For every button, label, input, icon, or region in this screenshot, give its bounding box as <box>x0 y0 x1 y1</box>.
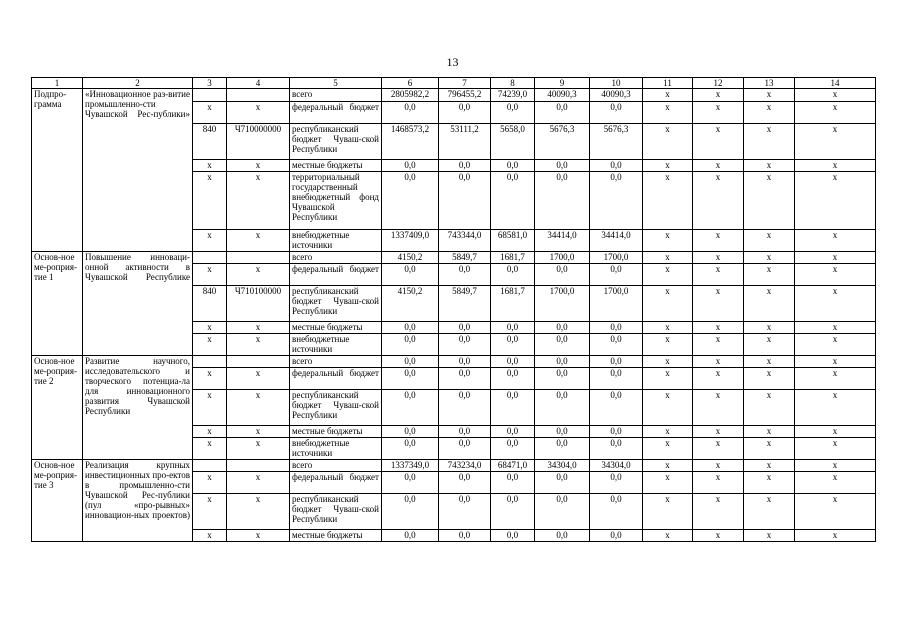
value-cell: 0,0 <box>590 472 643 494</box>
value-cell: 0,0 <box>535 102 590 124</box>
value-cell: x <box>744 530 795 542</box>
value-cell: 0,0 <box>491 160 535 172</box>
value-cell: 1337349,0 <box>382 460 439 472</box>
value-cell: 68581,0 <box>491 230 535 252</box>
value-cell: x <box>693 460 744 472</box>
value-cell: 34304,0 <box>590 460 643 472</box>
value-cell: 0,0 <box>439 356 491 368</box>
value-cell: 0,0 <box>590 322 643 334</box>
value-cell: x <box>693 286 744 322</box>
value-cell: 1700,0 <box>590 252 643 264</box>
value-cell: x <box>693 160 744 172</box>
funding-source-cell: внебюджетные источники <box>290 230 382 252</box>
item-title-cell: «Инновационное раз-витие промышленно-сти Чувашской Рес-публики» <box>83 89 193 252</box>
value-cell: 0,0 <box>590 102 643 124</box>
target-code-cell: x <box>227 172 290 230</box>
value-cell: x <box>744 426 795 438</box>
value-cell: x <box>744 438 795 460</box>
value-cell: 0,0 <box>491 494 535 530</box>
value-cell: x <box>643 124 693 160</box>
value-cell: 53111,2 <box>439 124 491 160</box>
value-cell: 0,0 <box>590 390 643 426</box>
value-cell: 743344,0 <box>439 230 491 252</box>
item-title-cell: Повышение инноваци-онной активности в Чувашской Республике <box>83 252 193 356</box>
item-type-cell: Подпро-грамма <box>32 89 83 252</box>
value-cell: x <box>643 334 693 356</box>
value-cell: x <box>643 530 693 542</box>
value-cell: 0,0 <box>491 426 535 438</box>
value-cell: 0,0 <box>590 494 643 530</box>
value-cell: 40090,3 <box>590 89 643 102</box>
table-row <box>32 252 876 264</box>
value-cell: 0,0 <box>439 472 491 494</box>
value-cell: x <box>744 322 795 334</box>
value-cell: 0,0 <box>382 426 439 438</box>
value-cell: 0,0 <box>590 530 643 542</box>
value-cell: x <box>643 438 693 460</box>
value-cell: 0,0 <box>491 264 535 286</box>
value-cell: x <box>744 124 795 160</box>
value-cell: x <box>643 426 693 438</box>
value-cell: x <box>744 460 795 472</box>
value-cell: 0,0 <box>439 494 491 530</box>
value-cell: 1700,0 <box>590 286 643 322</box>
target-code-cell: x <box>227 264 290 286</box>
value-cell: x <box>795 322 876 334</box>
table-row <box>32 89 876 102</box>
grbs-code-cell: x <box>193 494 227 530</box>
value-cell: 0,0 <box>491 334 535 356</box>
value-cell: 34304,0 <box>535 460 590 472</box>
target-code-cell: Ч710100000 <box>227 286 290 322</box>
value-cell: 0,0 <box>590 356 643 368</box>
value-cell: x <box>643 230 693 252</box>
value-cell: x <box>693 368 744 390</box>
funding-source-cell: федеральный бюджет <box>290 264 382 286</box>
column-header: 1 <box>32 78 83 89</box>
value-cell: 0,0 <box>535 426 590 438</box>
value-cell: x <box>643 102 693 124</box>
value-cell: 0,0 <box>535 322 590 334</box>
value-cell: 796455,2 <box>439 89 491 102</box>
funding-source-cell: местные бюджеты <box>290 160 382 172</box>
value-cell: 34414,0 <box>535 230 590 252</box>
column-header: 6 <box>382 78 439 89</box>
value-cell: 0,0 <box>535 334 590 356</box>
value-cell: 0,0 <box>382 438 439 460</box>
value-cell: 0,0 <box>491 472 535 494</box>
grbs-code-cell <box>193 252 227 264</box>
value-cell: x <box>744 252 795 264</box>
grbs-code-cell: x <box>193 472 227 494</box>
value-cell: x <box>744 230 795 252</box>
value-cell: x <box>693 334 744 356</box>
value-cell: x <box>744 368 795 390</box>
column-header: 9 <box>535 78 590 89</box>
value-cell: 0,0 <box>590 160 643 172</box>
value-cell: 0,0 <box>590 368 643 390</box>
value-cell: x <box>643 264 693 286</box>
value-cell: 5849,7 <box>439 252 491 264</box>
value-cell: 74239,0 <box>491 89 535 102</box>
value-cell: x <box>744 334 795 356</box>
value-cell: x <box>795 252 876 264</box>
grbs-code-cell: x <box>193 322 227 334</box>
target-code-cell: Ч710000000 <box>227 124 290 160</box>
value-cell: 0,0 <box>491 368 535 390</box>
value-cell: x <box>744 89 795 102</box>
value-cell: 0,0 <box>382 334 439 356</box>
value-cell: 0,0 <box>382 368 439 390</box>
value-cell: 5849,7 <box>439 286 491 322</box>
grbs-code-cell: x <box>193 160 227 172</box>
value-cell: 0,0 <box>439 438 491 460</box>
grbs-code-cell: x <box>193 230 227 252</box>
value-cell: x <box>643 322 693 334</box>
value-cell: 0,0 <box>382 356 439 368</box>
value-cell: 1468573,2 <box>382 124 439 160</box>
value-cell: 0,0 <box>439 264 491 286</box>
value-cell: x <box>795 494 876 530</box>
page-number: 13 <box>446 55 459 69</box>
value-cell: x <box>795 438 876 460</box>
column-header: 13 <box>744 78 795 89</box>
column-header: 14 <box>795 78 876 89</box>
value-cell: x <box>693 438 744 460</box>
value-cell: 5676,3 <box>590 124 643 160</box>
value-cell: x <box>795 160 876 172</box>
value-cell: 1681,7 <box>491 252 535 264</box>
target-code-cell: x <box>227 530 290 542</box>
value-cell: 0,0 <box>590 438 643 460</box>
column-header: 12 <box>693 78 744 89</box>
value-cell: x <box>693 426 744 438</box>
value-cell: x <box>795 172 876 230</box>
target-code-cell: x <box>227 334 290 356</box>
target-code-cell: x <box>227 102 290 124</box>
target-code-cell: x <box>227 368 290 390</box>
grbs-code-cell: x <box>193 426 227 438</box>
column-header: 4 <box>227 78 290 89</box>
value-cell: 1337409,0 <box>382 230 439 252</box>
funding-source-cell: республиканский бюджет Чуваш-ской Республики <box>290 494 382 530</box>
value-cell: 0,0 <box>491 172 535 230</box>
value-cell: x <box>693 530 744 542</box>
funding-source-cell: внебюджетные источники <box>290 334 382 356</box>
value-cell: 0,0 <box>535 530 590 542</box>
column-header: 5 <box>290 78 382 89</box>
grbs-code-cell: 840 <box>193 286 227 322</box>
value-cell: 0,0 <box>439 322 491 334</box>
funding-source-cell: федеральный бюджет <box>290 368 382 390</box>
value-cell: 0,0 <box>535 494 590 530</box>
value-cell: x <box>643 368 693 390</box>
value-cell: 0,0 <box>491 356 535 368</box>
funding-source-cell: федеральный бюджет <box>290 472 382 494</box>
item-title-cell: Развитие научного, исследовательского и творческого потенциа-ла для инновационного развития Чувашской Республики <box>83 356 193 460</box>
value-cell: 0,0 <box>491 530 535 542</box>
grbs-code-cell: 840 <box>193 124 227 160</box>
grbs-code-cell: x <box>193 172 227 230</box>
value-cell: x <box>643 89 693 102</box>
grbs-code-cell <box>193 356 227 368</box>
value-cell: 0,0 <box>382 322 439 334</box>
value-cell: 0,0 <box>382 160 439 172</box>
value-cell: 0,0 <box>439 426 491 438</box>
value-cell: x <box>795 102 876 124</box>
value-cell: x <box>643 172 693 230</box>
value-cell: x <box>643 460 693 472</box>
target-code-cell: x <box>227 230 290 252</box>
value-cell: 4150,2 <box>382 252 439 264</box>
value-cell: 5676,3 <box>535 124 590 160</box>
column-header: 11 <box>643 78 693 89</box>
value-cell: 5658,0 <box>491 124 535 160</box>
value-cell: x <box>693 322 744 334</box>
value-cell: x <box>643 390 693 426</box>
value-cell: x <box>643 286 693 322</box>
column-header: 3 <box>193 78 227 89</box>
value-cell: x <box>795 230 876 252</box>
grbs-code-cell: x <box>193 334 227 356</box>
column-header: 2 <box>83 78 193 89</box>
value-cell: x <box>693 172 744 230</box>
value-cell: 0,0 <box>535 356 590 368</box>
table-row <box>32 356 876 368</box>
table-row <box>32 460 876 472</box>
funding-source-cell: федеральный бюджет <box>290 102 382 124</box>
value-cell: 1700,0 <box>535 252 590 264</box>
value-cell: 0,0 <box>535 390 590 426</box>
value-cell: x <box>693 124 744 160</box>
value-cell: 2805982,2 <box>382 89 439 102</box>
value-cell: 0,0 <box>590 264 643 286</box>
value-cell: 0,0 <box>439 530 491 542</box>
value-cell: x <box>643 160 693 172</box>
value-cell: 0,0 <box>382 264 439 286</box>
grbs-code-cell <box>193 460 227 472</box>
grbs-code-cell <box>193 89 227 102</box>
target-code-cell <box>227 460 290 472</box>
item-type-cell: Основ-ное ме-роприя-тие 2 <box>32 356 83 460</box>
target-code-cell: x <box>227 426 290 438</box>
column-header: 7 <box>439 78 491 89</box>
value-cell: 0,0 <box>439 172 491 230</box>
grbs-code-cell: x <box>193 264 227 286</box>
value-cell: x <box>744 172 795 230</box>
value-cell: x <box>795 334 876 356</box>
value-cell: x <box>693 356 744 368</box>
value-cell: 68471,0 <box>491 460 535 472</box>
value-cell: 0,0 <box>535 438 590 460</box>
value-cell: x <box>693 102 744 124</box>
value-cell: x <box>795 460 876 472</box>
value-cell: 0,0 <box>382 472 439 494</box>
item-title-cell: Реализация крупных инвестиционных про-ектов в промышленно-сти Чувашской Рес-публики (пул «про-рывных» инновацион-ных проектов) <box>83 460 193 542</box>
value-cell: x <box>795 368 876 390</box>
header-row <box>32 78 876 89</box>
grbs-code-cell: x <box>193 438 227 460</box>
funding-source-cell: местные бюджеты <box>290 426 382 438</box>
budget-table <box>31 77 876 542</box>
value-cell: x <box>795 390 876 426</box>
value-cell: x <box>744 390 795 426</box>
funding-source-cell: республиканский бюджет Чуваш-ской Республики <box>290 286 382 322</box>
funding-source-cell: всего <box>290 252 382 264</box>
target-code-cell: x <box>227 438 290 460</box>
funding-source-cell: территориальный государственный внебюджетный фонд Чувашской Республики <box>290 172 382 230</box>
value-cell: 0,0 <box>535 264 590 286</box>
value-cell: 0,0 <box>382 530 439 542</box>
value-cell: x <box>795 356 876 368</box>
value-cell: 0,0 <box>535 472 590 494</box>
value-cell: x <box>744 472 795 494</box>
value-cell: 1681,7 <box>491 286 535 322</box>
value-cell: 0,0 <box>590 172 643 230</box>
value-cell: x <box>744 264 795 286</box>
value-cell: x <box>643 252 693 264</box>
funding-source-cell: всего <box>290 460 382 472</box>
value-cell: x <box>744 160 795 172</box>
value-cell: x <box>693 264 744 286</box>
target-code-cell <box>227 252 290 264</box>
value-cell: 0,0 <box>382 172 439 230</box>
item-type-cell: Основ-ное ме-роприя-тие 1 <box>32 252 83 356</box>
value-cell: x <box>795 286 876 322</box>
value-cell: 0,0 <box>382 494 439 530</box>
funding-source-cell: всего <box>290 356 382 368</box>
grbs-code-cell: x <box>193 368 227 390</box>
value-cell: x <box>693 252 744 264</box>
value-cell: 40090,3 <box>535 89 590 102</box>
target-code-cell: x <box>227 322 290 334</box>
value-cell: 0,0 <box>535 172 590 230</box>
item-type-cell: Основ-ное ме-роприя-тие 3 <box>32 460 83 542</box>
funding-source-cell: республиканский бюджет Чуваш-ской Республики <box>290 124 382 160</box>
value-cell: 0,0 <box>535 160 590 172</box>
grbs-code-cell: x <box>193 530 227 542</box>
value-cell: x <box>795 426 876 438</box>
target-code-cell: x <box>227 494 290 530</box>
funding-source-cell: местные бюджеты <box>290 530 382 542</box>
value-cell: 0,0 <box>382 390 439 426</box>
value-cell: 0,0 <box>491 322 535 334</box>
funding-source-cell: республиканский бюджет Чуваш-ской Республики <box>290 390 382 426</box>
value-cell: x <box>795 530 876 542</box>
value-cell: x <box>643 472 693 494</box>
grbs-code-cell: x <box>193 102 227 124</box>
value-cell: x <box>795 124 876 160</box>
column-header: 8 <box>491 78 535 89</box>
value-cell: 743234,0 <box>439 460 491 472</box>
value-cell: 0,0 <box>491 102 535 124</box>
value-cell: 34414,0 <box>590 230 643 252</box>
value-cell: 4150,2 <box>382 286 439 322</box>
value-cell: x <box>643 356 693 368</box>
value-cell: x <box>693 390 744 426</box>
grbs-code-cell: x <box>193 390 227 426</box>
value-cell: 0,0 <box>439 334 491 356</box>
value-cell: 1700,0 <box>535 286 590 322</box>
value-cell: 0,0 <box>535 368 590 390</box>
target-code-cell: x <box>227 390 290 426</box>
value-cell: x <box>693 89 744 102</box>
funding-source-cell: внебюджетные источники <box>290 438 382 460</box>
value-cell: x <box>795 472 876 494</box>
value-cell: 0,0 <box>439 390 491 426</box>
value-cell: x <box>744 494 795 530</box>
target-code-cell: x <box>227 472 290 494</box>
value-cell: 0,0 <box>491 390 535 426</box>
funding-source-cell: всего <box>290 89 382 102</box>
value-cell: 0,0 <box>382 102 439 124</box>
target-code-cell: x <box>227 160 290 172</box>
value-cell: x <box>693 472 744 494</box>
value-cell: 0,0 <box>439 102 491 124</box>
funding-source-cell: местные бюджеты <box>290 322 382 334</box>
value-cell: 0,0 <box>590 334 643 356</box>
value-cell: 0,0 <box>590 426 643 438</box>
value-cell: x <box>693 230 744 252</box>
target-code-cell <box>227 356 290 368</box>
target-code-cell <box>227 89 290 102</box>
value-cell: x <box>744 286 795 322</box>
value-cell: 0,0 <box>439 160 491 172</box>
value-cell: x <box>693 494 744 530</box>
value-cell: x <box>795 264 876 286</box>
value-cell: x <box>643 494 693 530</box>
value-cell: x <box>744 102 795 124</box>
value-cell: x <box>744 356 795 368</box>
value-cell: x <box>795 89 876 102</box>
value-cell: 0,0 <box>491 438 535 460</box>
value-cell: 0,0 <box>439 368 491 390</box>
column-header: 10 <box>590 78 643 89</box>
